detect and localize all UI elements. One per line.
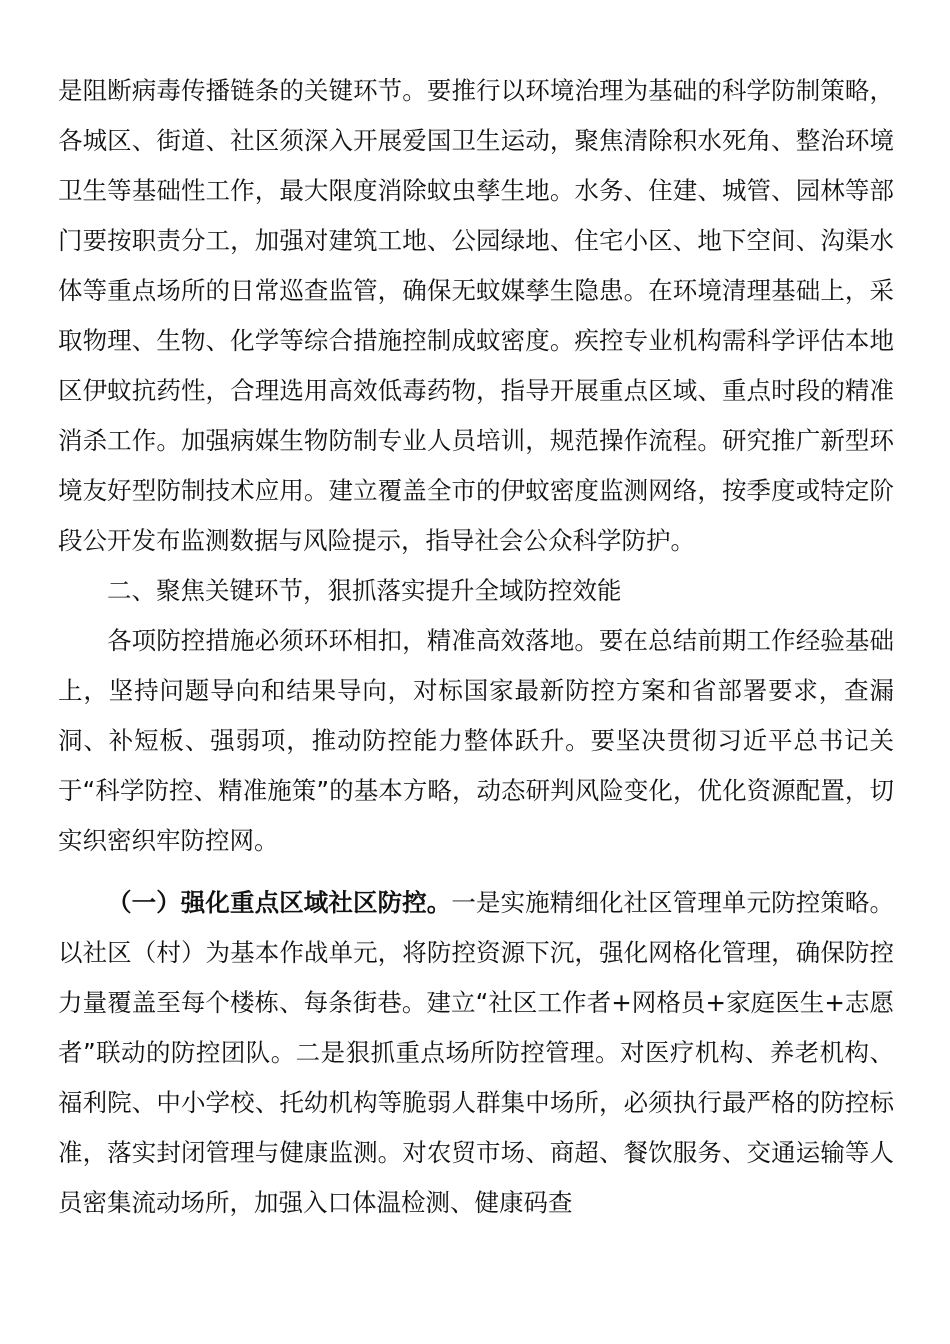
subsection-heading: （一）强化重点区域社区防控。 xyxy=(107,888,452,917)
paragraph-subsection xyxy=(58,878,894,1228)
paragraph-continuation: 是阻断病毒传播链条的关键环节。要推行以环境治理为基础的科学防制策略，各城区、街道、社区须深入开展爱国卫生运动，聚焦清除积水死角、整治环境卫生等基础性工作，最大限度消除蚊虫孳生地。水务、住建、城管、园林等部门要按职责分工，加强对建筑工地、公园绿地、住宅小区、地下空间、沟渠水体等重点场所的日常巡查监管，确保无蚊媒孳生隐患。在环境清理基础上，采取物理、生物、化学等综合措施控制成蚊密度。疾控专业机构需科学评估本地区伊蚊抗药性，合理选用高效低毒药物，指导开展重点区域、重点时段的精准消杀工作。加强病媒生物防制专业人员培训，规范操作流程。研究推广新型环境友好型防制技术应用。建立覆盖全市的伊蚊密度监测网络，按季度或特定阶段公开发布监测数据与风险提示，指导社会公众科学防护。 xyxy=(58,76,894,555)
section-heading: 二、聚焦关键环节，狠抓落实提升全域防控效能 xyxy=(107,576,622,605)
paragraph-intro: 各项防控措施必须环环相扣，精准高效落地。要在总结前期工作经验基础上，坚持问题导向和结果导向，对标国家最新防控方案和省部署要求，查漏洞、补短板、强弱项，推动防控能力整体跃升。要坚决贯彻习近平总书记关于“科学防控、精准施策”的基本方略，动态研判风险变化，优化资源配置，切实织密织牢防控网。 xyxy=(58,626,894,855)
subsection-body: 一是实施精细化社区管理单元防控策略。以社区（村）为基本作战单元，将防控资源下沉，强化网格化管理，确保防控力量覆盖至每个楼栋、每条街巷。建立“社区工作者+网格员+家庭医生+志愿者”联动的防控团队。二是狠抓重点场所防控管理。对医疗机构、养老机构、福利院、中小学校、托幼机构等脆弱人群集中场所，必须执行最严格的防控标准，落实封闭管理与健康监测。对农贸市场、商超、餐饮服务、交通运输等人员密集流动场所，加强入口体温检测、健康码查 xyxy=(58,888,895,1217)
document-body xyxy=(58,66,894,1228)
